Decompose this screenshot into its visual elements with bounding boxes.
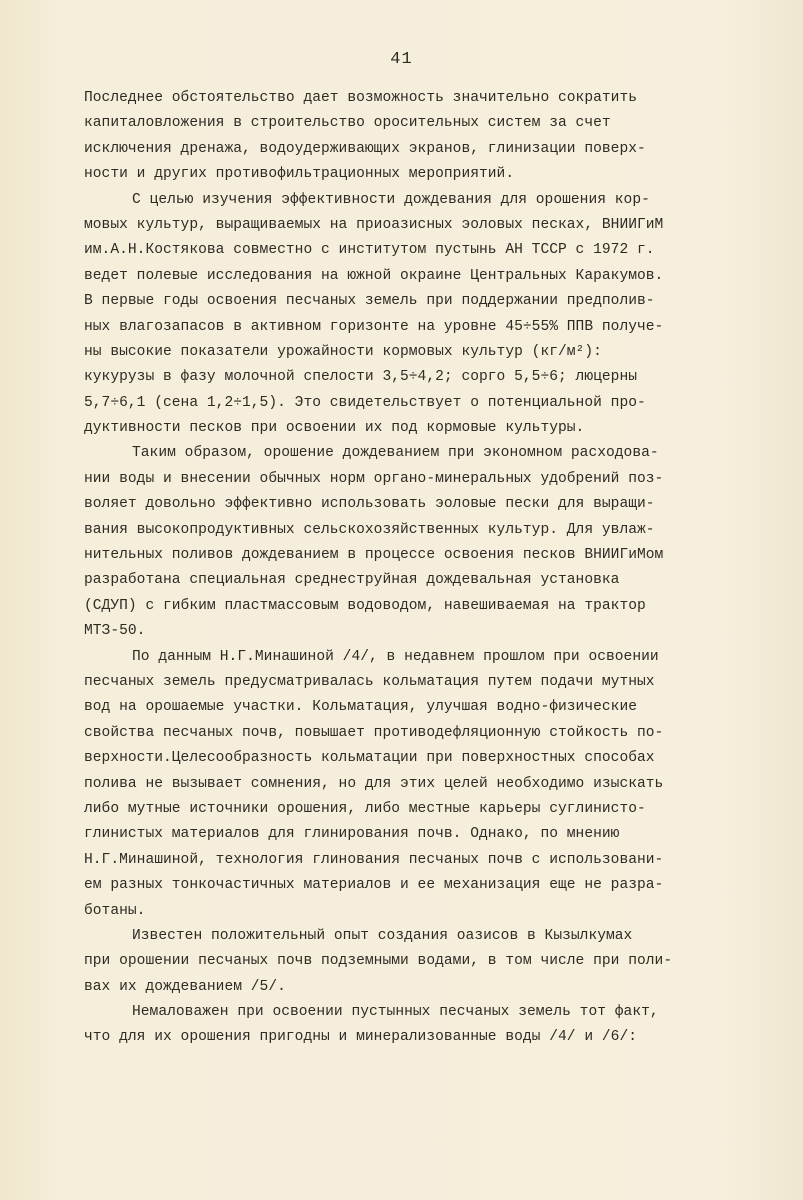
text-line: ности и других противофильтрационных мероприятий. [84,166,515,183]
text-line: (СДУП) с гибким пластмассовым водоводом, навешиваемая на трактор [84,597,646,614]
text-line: воляет довольно эффективно использовать эоловые пески для выращи- [84,496,655,513]
text-line: верхности.Целесообразность кольматации при поверхностных способах [84,750,655,767]
text-line: ведет полевые исследования на южной окраине Центральных Каракумов. [84,267,664,284]
text-line: исключения дренажа, водоудерживающих экранов, глинизации поверх- [84,140,646,157]
text-line: В первые годы освоения песчаных земель при поддержании предполив- [84,293,655,310]
text-line: Немаловажен при освоении пустынных песчаных земель тот факт, [132,1004,659,1021]
text-line: разработана специальная среднеструйная дождевальная установка [84,572,620,589]
text-line: песчаных земель предусматривалась кольматация путем подачи мутных [84,673,655,690]
text-line: мовых культур, выращиваемых на приоазисных эоловых песках, ВНИИГиМ [84,216,664,233]
text-line: Н.Г.Минашиной, технология глинования песчаных почв с использовани- [84,851,664,868]
text-line: Известен положительный опыт создания оазисов в Кызылкумах [132,927,633,944]
text-line: ных влагозапасов в активном горизонте на уровне 45÷55% ППВ получе- [84,318,664,335]
paragraph [84,188,764,442]
text-line: вод на орошаемые участки. Кольматация, улучшая водно-физические [84,699,637,716]
text-line: нительных поливов дождеванием в процессе освоения песков ВНИИГиМом [84,547,664,564]
text-line: вах их дождеванием /5/. [84,978,286,995]
text-line: капиталовложения в строительство оросительных систем за счет [84,115,611,132]
text-line: По данным Н.Г.Минашиной /4/, в недавнем прошлом при освоении [132,648,659,665]
text-line: ны высокие показатели урожайности кормовых культур (кг/м²): [84,343,602,360]
text-line: МТЗ-50. [84,623,146,640]
page-number: 41 [390,50,413,69]
text-line: полива не вызывает сомнения, но для этих целей необходимо изыскать [84,775,664,792]
text-line: Таким образом, орошение дождеванием при экономном расходова- [132,445,659,462]
text-line: нии воды и внесении обычных норм органо-минеральных удобрений поз- [84,470,664,487]
text-line: вания высокопродуктивных сельскохозяйственных культур. Для увлаж- [84,521,655,538]
text-line: ем разных тонкочастичных материалов и ее механизация еще не разра- [84,877,664,894]
paragraph [84,86,764,188]
paragraph [84,441,764,644]
text-line: Последнее обстоятельство дает возможность значительно сократить [84,90,637,106]
text-line: ботаны. [84,902,146,919]
text-line: дуктивности песков при освоении их под кормовые культуры. [84,420,585,437]
text-line: 5,7÷6,1 (сена 1,2÷1,5). Это свидетельствует о потенциальной про- [84,394,646,411]
text-line: глинистых материалов для глинирования почв. Однако, по мнению [84,826,620,843]
text-line: кукурузы в фазу молочной спелости 3,5÷4,2; сорго 5,5÷6; люцерны [84,369,637,386]
text-line: либо мутные источники орошения, либо местные карьеры суглинисто- [84,800,646,817]
text-line: свойства песчаных почв, повышает противодефляционную стойкость по- [84,724,664,741]
text-line: при орошении песчаных почв подземными водами, в том числе при поли- [84,953,673,970]
paragraph [84,924,764,1000]
paragraph [84,1000,764,1051]
text-line: С целью изучения эффективности дождевания для орошения кор- [132,191,650,208]
text-line: им.А.Н.Костякова совместно с институтом пустынь АН ТССР с 1972 г. [84,242,655,259]
paragraph [84,645,764,924]
body-text [84,86,764,1051]
text-line: что для их орошения пригодны и минерализованные воды /4/ и /6/: [84,1029,637,1046]
